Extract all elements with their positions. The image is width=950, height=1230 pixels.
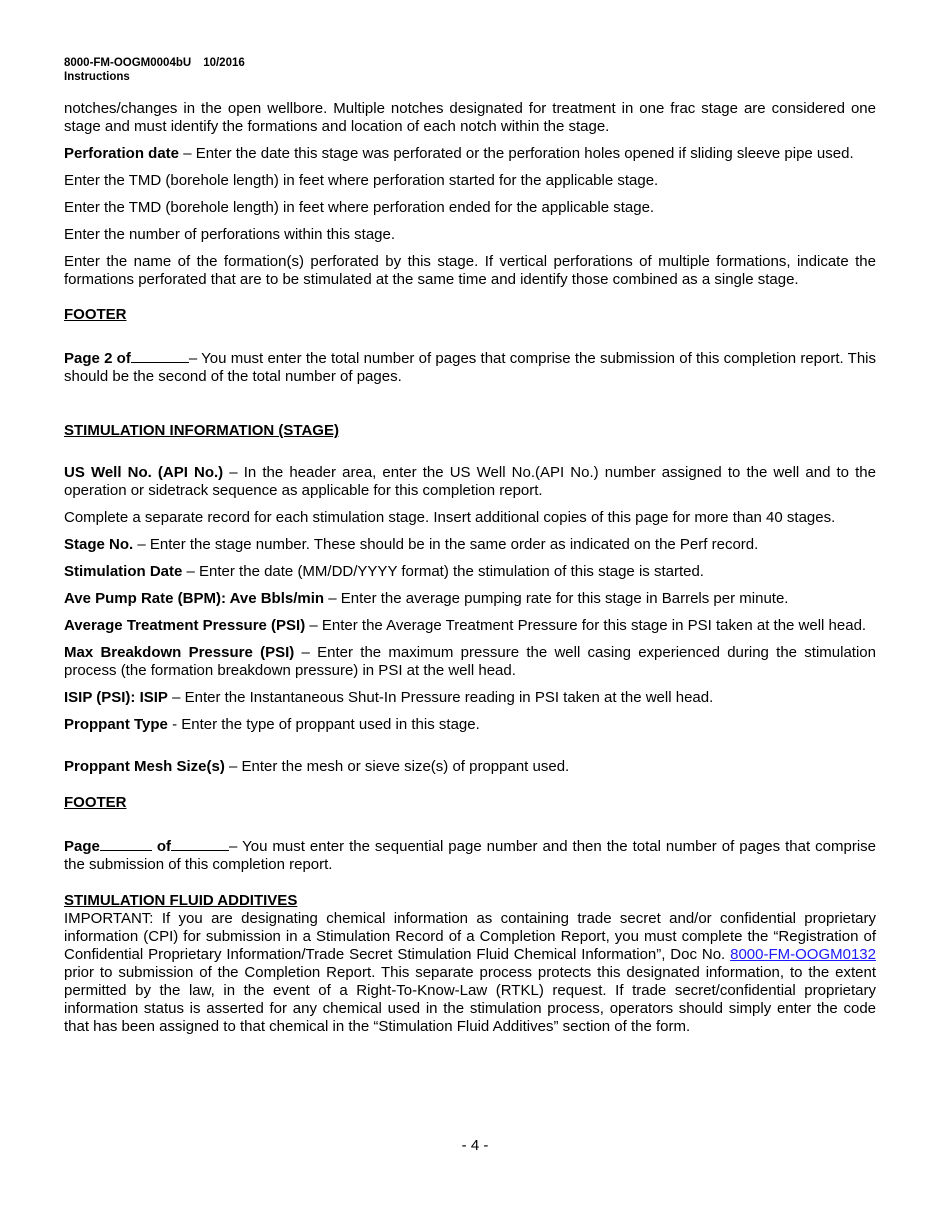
footer-section-title: FOOTER xyxy=(64,306,127,323)
tmd-start-paragraph: Enter the TMD (borehole length) in feet where perforation started for the applicable stage. xyxy=(64,172,659,189)
separate-record-paragraph: Complete a separate record for each stimulation stage. Insert additional copies of this page for more than 40 stages. xyxy=(64,509,836,526)
footer2-section-title: FOOTER xyxy=(64,794,127,811)
treatment-pressure-paragraph: Average Treatment Pressure (PSI) – Enter the Average Treatment Pressure for this stage in PSI taken at the well head. xyxy=(64,617,867,634)
footer-of-label: of xyxy=(156,838,172,855)
isip-label: ISIP (PSI): ISIP xyxy=(64,689,168,706)
breakdown-pressure-paragraph: Max Breakdown Pressure (PSI) – Enter the maximum pressure the well casing experienced during the stimulation process (the formation breakdown pressure) in PSI at the well head. xyxy=(64,644,876,679)
doc-link-oogm0132[interactable]: 8000-FM-OOGM0132 xyxy=(730,946,876,963)
stimulation-date-paragraph: Stimulation Date – Enter the date (MM/DD/YYYY format) the stimulation of this stage is started. xyxy=(64,563,704,580)
proppant-type-label: Proppant Type xyxy=(64,716,168,733)
api-paragraph: US Well No. (API No.) – In the header area, enter the US Well No.(API No.) number assigned to the well and to the operation or sidetrack sequence as applicable for this completion report. xyxy=(64,464,876,499)
page-number-blank xyxy=(100,836,152,851)
page-number: - 4 - xyxy=(461,1137,489,1154)
form-id: 8000-FM-OOGM0004bU xyxy=(64,57,192,69)
tmd-end-paragraph: Enter the TMD (borehole length) in feet where perforation ended for the applicable stage. xyxy=(64,199,655,216)
num-perforations-paragraph: Enter the number of perforations within this stage. xyxy=(64,226,396,243)
footer-page2-paragraph: Page 2 of – You must enter the total number of pages that comprise the submission of this completion report. This should be the second of the total number of pages. xyxy=(64,350,877,385)
isip-paragraph: ISIP (PSI): ISIP – Enter the Instantaneous Shut-In Pressure reading in PSI taken at the well head. xyxy=(64,689,714,706)
proppant-type-paragraph: Proppant Type - Enter the type of proppant used in this stage. xyxy=(64,716,480,733)
additives-paragraph: IMPORTANT: If you are designating chemical information as containing trade secret and/or confidential proprietary information (CPI) for submission in a Stimulation Record of a Completion Report, you must complete the “Registration of Confidential Proprietary Information/Trade Secret Stimulation Fluid Chemical Information”, Doc No. 8000-FM-OOGM0132 prior to submission of the Completion Report. This separate process protects this designated information, to the extent permitted by the law, in the event of a Right-To-Know-Law (RTKL) request. If trade secret/confidential proprietary information status is asserted for any chemical used in the stimulation process, operators should simply enter the code that has been assigned to that chemical in the “Stimulation Fluid Additives” section of the form. xyxy=(64,910,876,1035)
total-pages-blank-2 xyxy=(171,836,229,851)
pump-rate-label: Ave Pump Rate (BPM): Ave Bbls/min xyxy=(64,590,325,607)
perforation-date-paragraph: Perforation date – Enter the date this stage was perforated or the perforation holes opened if sliding sleeve pipe used. xyxy=(64,145,854,162)
perforation-date-label: Perforation date xyxy=(64,145,180,162)
form-header xyxy=(64,56,876,84)
form-subtitle: Instructions xyxy=(64,71,130,83)
additives-section-title: STIMULATION FLUID ADDITIVES xyxy=(64,892,298,909)
document-page xyxy=(64,56,876,1045)
stage-label: Stage No. xyxy=(64,536,134,553)
pump-rate-paragraph: Ave Pump Rate (BPM): Ave Bbls/min – Enter the average pumping rate for this stage in Barrels per minute. xyxy=(64,590,789,607)
api-label: US Well No. (API No.) xyxy=(64,464,224,481)
form-date: 10/2016 xyxy=(203,57,245,69)
proppant-mesh-label: Proppant Mesh Size(s) xyxy=(64,758,225,775)
formation-name-paragraph: Enter the name of the formation(s) perforated by this stage. If vertical perforations of multiple formations, indicate the formations perforated that are to be stimulated at the same time and identify those combined as a single stage. xyxy=(64,253,876,288)
stimulation-section-title: STIMULATION INFORMATION (STAGE) xyxy=(64,422,339,439)
footer-page-label: Page xyxy=(64,838,100,855)
breakdown-pressure-label: Max Breakdown Pressure (PSI) xyxy=(64,644,295,661)
total-pages-blank xyxy=(131,348,189,363)
stimulation-date-label: Stimulation Date xyxy=(64,563,183,580)
treatment-pressure-label: Average Treatment Pressure (PSI) xyxy=(64,617,306,634)
proppant-mesh-paragraph: Proppant Mesh Size(s) – Enter the mesh or sieve size(s) of proppant used. xyxy=(64,758,570,775)
continuation-paragraph: notches/changes in the open wellbore. Multiple notches designated for treatment in one frac stage are considered one stage and must identify the formations and location of each notch within the stage. xyxy=(64,100,876,135)
footer-page2-label: Page 2 of xyxy=(64,350,131,367)
stage-paragraph: Stage No. – Enter the stage number. These should be in the same order as indicated on the Perf record. xyxy=(64,536,759,553)
footer-page-of-paragraph: Page of – You must enter the sequential page number and then the total number of pages that comprise the submission of this completion report. xyxy=(64,838,876,873)
